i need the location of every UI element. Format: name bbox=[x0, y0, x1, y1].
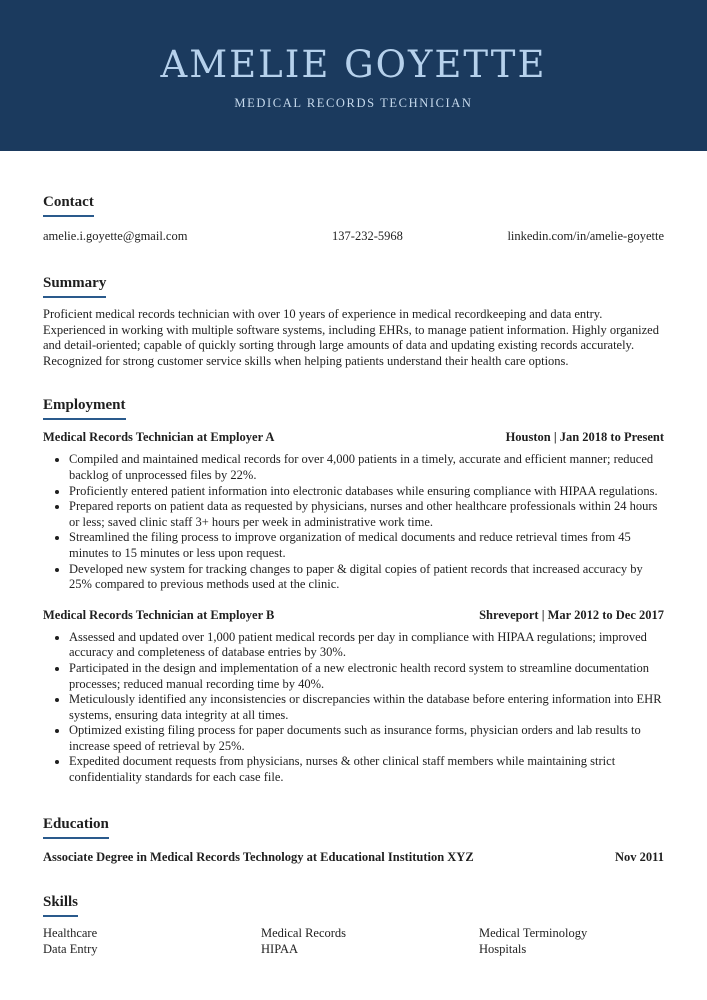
list-item: • Expedited document requests from physicians, nurses & other clinical staff members while maintaining strict confidentiality standards for each case file. bbox=[69, 754, 664, 785]
education-section bbox=[43, 815, 664, 865]
contact-section bbox=[43, 193, 664, 244]
job-header bbox=[43, 608, 664, 623]
employment-section bbox=[43, 396, 664, 785]
resume-header bbox=[0, 0, 707, 151]
list-item: • Meticulously identified any inconsistencies or discrepancies within the database before entering information into EHR systems, ensuring data integrity at all times. bbox=[69, 692, 664, 723]
list-item: • Assessed and updated over 1,000 patient medical records per day in compliance with HIPAA regulations; improved accuracy and completeness of database entries by 30%. bbox=[69, 630, 664, 661]
job-bullets bbox=[43, 452, 664, 592]
candidate-name: AMELIE GOYETTE bbox=[160, 43, 547, 86]
skill-item: Medical Terminology bbox=[479, 925, 588, 940]
job-title: Medical Records Technician at Employer A bbox=[43, 430, 275, 445]
job-bullets bbox=[43, 630, 664, 786]
list-item: • Compiled and maintained medical records for over 4,000 patients in a timely, accurate and efficient manner; reduced backlog of unprocessed files by 22%. bbox=[69, 452, 664, 483]
job-entry bbox=[43, 430, 664, 592]
contact-email[interactable]: amelie.i.goyette@gmail.com bbox=[43, 229, 188, 243]
education-date: Nov 2011 bbox=[615, 849, 664, 864]
resume-body bbox=[0, 193, 707, 957]
summary-heading: Summary bbox=[43, 275, 106, 298]
job-entry bbox=[43, 608, 664, 786]
skills-section bbox=[43, 893, 664, 957]
summary-text: Proficient medical records technician with over 10 years of experience in medical recordkeeping and data entry. Experienced in working with multiple software systems, including EHRs, to manage patient information. Highly organized and detail-oriented; capable of quickly sorting through large amounts of data and updating existing records accurately. Recognized for strong customer service skills when helping patients understand their health care options. bbox=[43, 307, 659, 368]
education-row bbox=[43, 850, 664, 865]
contact-row bbox=[43, 229, 664, 244]
summary-section bbox=[43, 274, 664, 369]
contact-heading: Contact bbox=[43, 194, 94, 217]
employment-heading: Employment bbox=[43, 397, 126, 420]
contact-linkedin[interactable]: linkedin.com/in/amelie-goyette bbox=[507, 229, 664, 243]
skill-item: Medical Records bbox=[261, 925, 347, 940]
list-item: • Optimized existing filing process for paper documents such as insurance forms, physician orders and lab results to increase speed of retrieval by 25%. bbox=[69, 723, 664, 754]
skills-grid bbox=[43, 925, 664, 957]
job-location-dates: Shreveport | Mar 2012 to Dec 2017 bbox=[479, 607, 664, 622]
skill-item: Healthcare bbox=[43, 925, 98, 940]
list-item: • Streamlined the filing process to improve organization of medical documents and reduce retrieval times from 45 minutes to 15 minutes or less upon request. bbox=[69, 530, 664, 561]
skill-item: HIPAA bbox=[261, 941, 299, 956]
contact-phone[interactable]: 137-232-5968 bbox=[332, 229, 403, 243]
list-item: • Developed new system for tracking changes to paper & digital copies of patient records that increased accuracy by 25% compared to previous methods used at the clinic. bbox=[69, 562, 664, 593]
job-location-dates: Houston | Jan 2018 to Present bbox=[505, 430, 664, 445]
candidate-title: MEDICAL RECORDS TECHNICIAN bbox=[234, 96, 473, 110]
job-title: Medical Records Technician at Employer B bbox=[43, 607, 275, 622]
education-heading: Education bbox=[43, 816, 109, 839]
job-header bbox=[43, 430, 664, 445]
list-item: • Proficiently entered patient information into electronic databases while ensuring compliance with HIPAA regulations. bbox=[69, 484, 664, 500]
list-item: • Prepared reports on patient data as requested by physicians, nurses and other healthcare professionals within 24 hours or less; saved clinic staff 3+ hours per week in administrative work time. bbox=[69, 499, 664, 530]
skill-item: Hospitals bbox=[479, 941, 527, 956]
skills-heading: Skills bbox=[43, 894, 78, 917]
list-item: • Participated in the design and implementation of a new electronic health record system to streamline documentation processes; reduced manual recording time by 40%. bbox=[69, 661, 664, 692]
skill-item: Data Entry bbox=[43, 941, 98, 956]
education-degree: Associate Degree in Medical Records Technology at Educational Institution XYZ bbox=[43, 849, 474, 864]
